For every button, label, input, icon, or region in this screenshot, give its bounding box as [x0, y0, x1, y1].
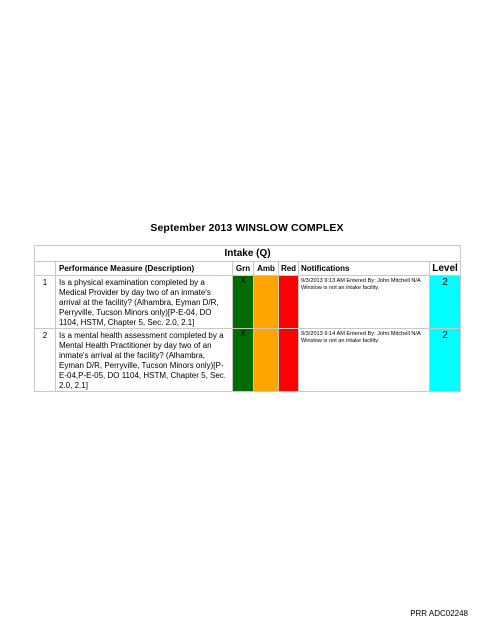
column-header-row [35, 262, 461, 276]
performance-table [34, 245, 461, 392]
section-title: Intake (Q) [35, 246, 461, 262]
header-number [35, 262, 56, 276]
row-number: 1 [35, 276, 56, 329]
header-red: Red [279, 262, 299, 276]
header-level: Level [430, 262, 461, 276]
row-level: 2 [430, 329, 461, 392]
grn-cell [233, 329, 254, 392]
row-number: 2 [35, 329, 56, 392]
table-row [35, 276, 461, 329]
page-footer-id: PRR ADC02248 [410, 609, 468, 618]
header-grn: Grn [233, 262, 254, 276]
amb-cell [254, 329, 279, 392]
header-measure: Performance Measure (Description) [56, 262, 233, 276]
row-notification: 9/3/2013 9:14 AM Entered By: John Mitchell N/A Winslow is not an intake facility. [299, 329, 430, 392]
row-level: 2 [430, 276, 461, 329]
header-notifications: Notifications [299, 262, 430, 276]
header-amb: Amb [254, 262, 279, 276]
grn-cell [233, 276, 254, 329]
amb-cell [254, 276, 279, 329]
section-header-row [35, 246, 461, 262]
row-description: Is a mental health assessment completed by a Mental Health Practitioner by day two of an inmate's arrival at the facility? (Alhambra, Eyman D/R, Perryville, Tucson Minors only)[P-E-04,P-E-05, DO 1104, HSTM, Chapter 5, Sec. 2.0, 2.1] [56, 329, 233, 392]
row-notification: 9/3/2013 9:13 AM Entered By: John Mitchell N/A Winslow is not an intake facility. [299, 276, 430, 329]
grn-mark: X [240, 329, 246, 338]
report-title: September 2013 WINSLOW COMPLEX [150, 222, 344, 234]
grn-mark: X [240, 276, 246, 285]
table-row [35, 329, 461, 392]
red-cell [279, 329, 299, 392]
red-cell [279, 276, 299, 329]
row-description: Is a physical examination completed by a Medical Provider by day two of an inmate's arrival at the facility? (Alhambra, Eyman D/R, Perryville, Tucson Minors only)[P-E-04, DO 1104, HSTM, Chapter 5, Sec. 2.0, 2.1] [56, 276, 233, 329]
